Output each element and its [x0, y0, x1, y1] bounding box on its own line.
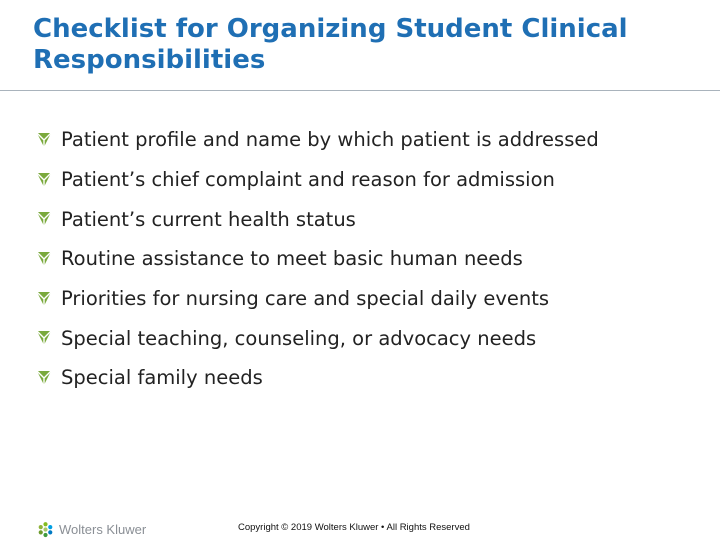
slide-title-line-2: Responsibilities — [33, 45, 266, 75]
list-item — [36, 199, 599, 239]
list-item — [36, 120, 599, 160]
diamond-bullet-icon — [36, 291, 52, 307]
diamond-bullet-icon — [36, 370, 52, 386]
diamond-bullet-icon — [36, 211, 52, 227]
diamond-bullet-icon — [36, 330, 52, 346]
slide-title-line-1: Checklist for Organizing Student Clinical — [33, 14, 628, 44]
list-item-label: Patient’s chief complaint and reason for admission — [61, 168, 555, 192]
list-item-label: Routine assistance to meet basic human needs — [61, 247, 523, 271]
list-item — [36, 318, 599, 358]
diamond-bullet-icon — [36, 251, 52, 267]
list-item — [36, 279, 599, 319]
copyright-notice: Copyright © 2019 Wolters Kluwer • All Rights Reserved — [238, 522, 470, 533]
list-item-label: Special family needs — [61, 366, 263, 390]
diamond-bullet-icon — [36, 132, 52, 148]
title-divider — [0, 90, 720, 91]
wolters-kluwer-logo-icon — [36, 520, 55, 539]
list-item-label: Patient’s current health status — [61, 207, 356, 231]
list-item — [36, 358, 599, 398]
slide-title — [33, 14, 693, 76]
list-item — [36, 160, 599, 200]
list-item-label: Special teaching, counseling, or advocacy needs — [61, 326, 537, 350]
diamond-bullet-icon — [36, 172, 52, 188]
list-item — [36, 239, 599, 279]
logo-text: Wolters Kluwer — [59, 521, 147, 537]
list-item-label: Priorities for nursing care and special daily events — [61, 287, 550, 311]
checklist — [36, 120, 599, 398]
list-item-label: Patient profile and name by which patient is addressed — [61, 128, 599, 152]
wolters-kluwer-logo — [36, 519, 146, 539]
